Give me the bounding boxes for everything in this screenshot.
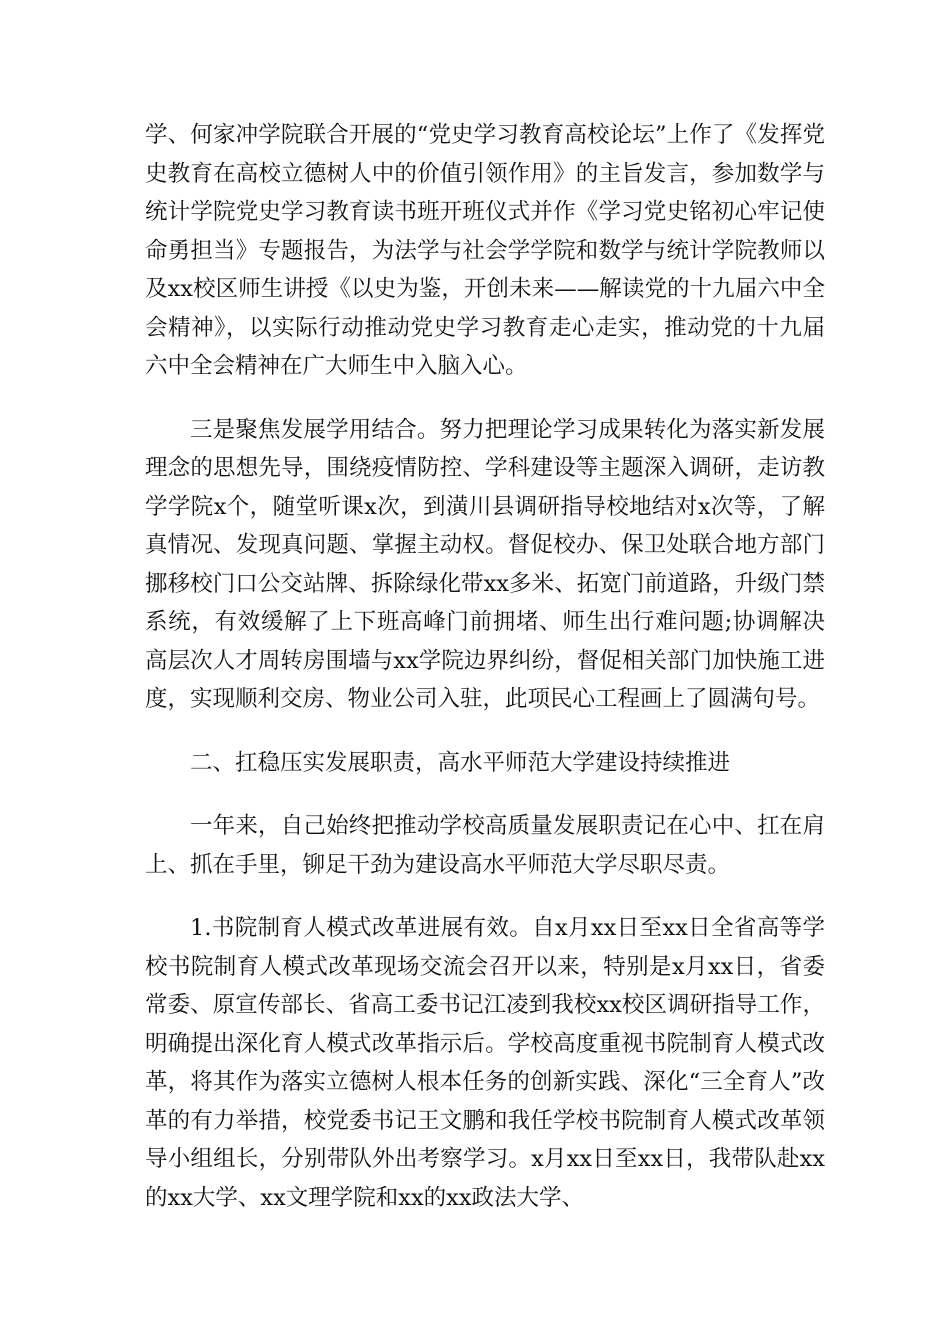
section-heading: 二、扛稳压实发展职责，高水平师范大学建设持续推进 xyxy=(190,749,731,776)
paragraph-4: 1.书院制育人模式改革进展有效。自x月xx日至xx日全省高等学校书院制育人模式改革现场交流会召开以来，特别是x月xx日，省委常委、原宣传部长、省高工委书记江凌到我校xx校区调研指导工作，明确提出深化育人模式改革指示后。学校高度重视书院制育人模式改革，将其作为落实立德树人根本任务的创新实践、深化“三全育人”改革的有力举措，校党委书记王文鹏和我任学校书院制育人模式改革领导小组组长，分别带队外出考察学习。x月xx日至xx日，我带队赴xx的xx大学、xx文理学院和xx的xx政法大学、 xyxy=(145,915,825,1211)
paragraph-1: 学、何家冲学院联合开展的“党史学习教育高校论坛”上作了《发挥党史教育在高校立德树人中的价值引领作用》的主旨发言，参加数学与统计学院党史学习教育读书班开班仪式并作《学习党史铭初心牢记使命勇担当》专题报告，为法学与社会学学院和数学与统计学院教师以及xx校区师生讲授《以史为鉴，开创未来——解读党的十九届六中全会精神》，以实际行动推动党史学习教育走心走实，推动党的十九届六中全会精神在广大师生中入脑入心。 xyxy=(145,122,825,379)
paragraph-3: 一年来，自己始终把推动学校高质量发展职责记在心中、扛在肩上、抓在手里，铆足干劲为建设高水平师范大学尽职尽责。 xyxy=(145,813,825,878)
document-body xyxy=(145,116,825,1217)
paragraph-2: 三是聚焦发展学用结合。努力把理论学习成果转化为落实新发展理念的思想先导，围绕疫情防控、学科建设等主题深入调研，走访教学学院x个，随堂听课x次，到潢川县调研指导校地结对x次等，了解真情况、发现真问题、掌握主动权。督促校办、保卫处联合地方部门挪移校门口公交站牌、拆除绿化带xx多米、拓宽门前道路，升级门禁系统，有效缓解了上下班高峰门前拥堵、师生出行难问题;协调解决高层次人才周转房围墙与xx学院边界纠纷，督促相关部门加快施工进度，实现顺利交房、物业公司入驻，此项民心工程画上了圆满句号。 xyxy=(145,416,825,712)
